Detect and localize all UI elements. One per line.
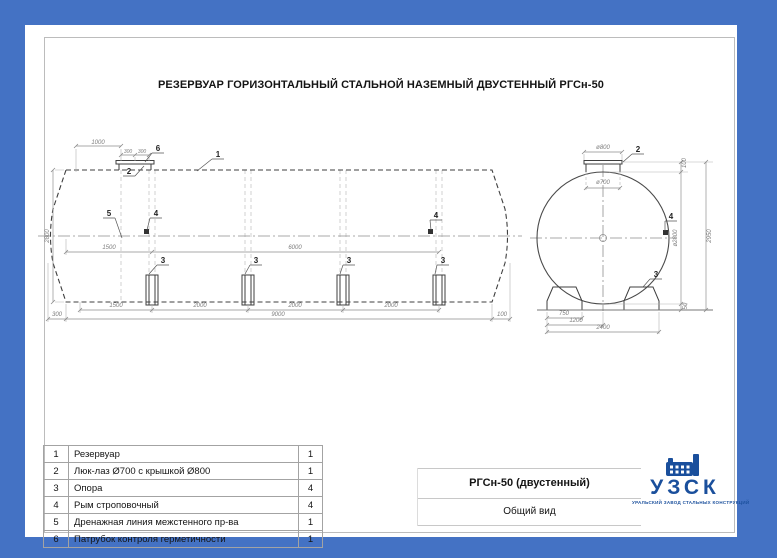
part-qty: 4 — [299, 480, 323, 497]
part-number: 5 — [44, 514, 69, 531]
part-name: Дренажная линия межстенного пр-ва — [69, 514, 299, 531]
dim-100-end: 100 — [496, 312, 508, 318]
part-name: Рым строповочный — [69, 497, 299, 514]
dim-1500: 1500 — [109, 303, 123, 309]
part-number: 3 — [44, 480, 69, 497]
dim-1200: 1200 — [569, 318, 583, 324]
dim-1500-axis: 1500 — [102, 245, 116, 251]
company-logo — [632, 453, 750, 506]
end-view — [530, 145, 713, 334]
callout-4-lug-right: 4 — [433, 211, 439, 220]
dim-9000: 9000 — [271, 312, 285, 318]
dimension-labels — [45, 140, 508, 318]
end-callout-numbers — [636, 145, 674, 279]
callout-4-lug-left: 4 — [153, 209, 159, 218]
manhole-side — [116, 161, 154, 171]
lug-markers — [144, 229, 433, 234]
drawing-sheet — [25, 25, 750, 545]
dim-2000-b: 2000 — [288, 303, 302, 309]
dim-1000: 1000 — [91, 140, 105, 146]
dimension-lines — [48, 146, 510, 319]
part-name: Опора — [69, 480, 299, 497]
part-qty: 4 — [299, 497, 323, 514]
table-row — [44, 446, 323, 463]
logo-text: УЗСК — [650, 476, 720, 499]
part-name: Люк-лаз Ø700 с крышкой Ø800 — [69, 463, 299, 480]
callout-2-manhole: 2 — [126, 167, 132, 176]
part-number: 4 — [44, 497, 69, 514]
callout-3-support-end: 3 — [653, 270, 659, 279]
parts-table — [43, 445, 323, 548]
saddle-supports — [146, 275, 445, 305]
side-view — [38, 140, 522, 322]
callout-3-support-1: 3 — [160, 256, 166, 265]
part-number: 6 — [44, 531, 69, 548]
dim-50: 50 — [683, 302, 689, 310]
dim-2000-c: 2000 — [384, 303, 398, 309]
table-row — [44, 480, 323, 497]
callout-2-manhole-end: 2 — [635, 145, 641, 154]
callout-1-tank: 1 — [215, 150, 221, 159]
dim-2800: 2800 — [45, 229, 51, 243]
end-view-callouts — [623, 145, 677, 287]
part-qty: 1 — [299, 446, 323, 463]
dim-d2800: ø2800 — [673, 229, 679, 247]
title-block — [417, 468, 641, 526]
dim-750: 750 — [558, 311, 570, 317]
part-number: 1 — [44, 446, 69, 463]
callout-3-support-2: 3 — [253, 256, 259, 265]
dim-300-right-manhole: 300 — [137, 149, 147, 155]
dim-d700: ø700 — [596, 180, 610, 186]
extension-lines — [48, 149, 510, 322]
table-row — [44, 497, 323, 514]
callout-3-support-4: 3 — [440, 256, 446, 265]
callout-3-support-3: 3 — [346, 256, 352, 265]
table-row — [44, 514, 323, 531]
callout-4-lug-end: 4 — [668, 212, 674, 221]
logo-caption: УРАЛЬСКИЙ ЗАВОД СТАЛЬНЫХ КОНСТРУКЦИЙ — [632, 500, 750, 506]
part-qty: 1 — [299, 463, 323, 480]
part-qty: 1 — [299, 514, 323, 531]
model-designation: РГСн-50 (двустенный) — [418, 468, 641, 499]
part-name: Патрубок контроля герметичности — [69, 531, 299, 548]
part-name: Резервуар — [69, 446, 299, 463]
dim-d800: ø800 — [596, 145, 610, 151]
callout-numbers — [107, 144, 446, 265]
view-name: Общий вид — [418, 499, 641, 526]
part-number: 2 — [44, 463, 69, 480]
table-row — [44, 531, 323, 548]
dim-6000: 6000 — [288, 245, 302, 251]
part-qty: 1 — [299, 531, 323, 548]
dim-300-left-manhole: 300 — [123, 149, 133, 155]
table-row — [44, 463, 323, 480]
lug-marker-end — [663, 230, 668, 235]
dim-2000-a: 2000 — [193, 303, 207, 309]
dim-300-end: 300 — [51, 312, 63, 318]
dim-2400: 2400 — [596, 325, 610, 331]
callout-5-drain: 5 — [106, 209, 112, 218]
dim-2950: 2950 — [707, 229, 713, 243]
dim-100-neck: 100 — [682, 157, 688, 169]
drawing-title: РЕЗЕРВУАР ГОРИЗОНТАЛЬНЫЙ СТАЛЬНОЙ НАЗЕМНЫЙ ДВУСТЕННЫЙ РГСн-50 — [157, 79, 605, 91]
callout-6-test-pipe: 6 — [155, 144, 161, 153]
factory-icon — [665, 453, 701, 477]
